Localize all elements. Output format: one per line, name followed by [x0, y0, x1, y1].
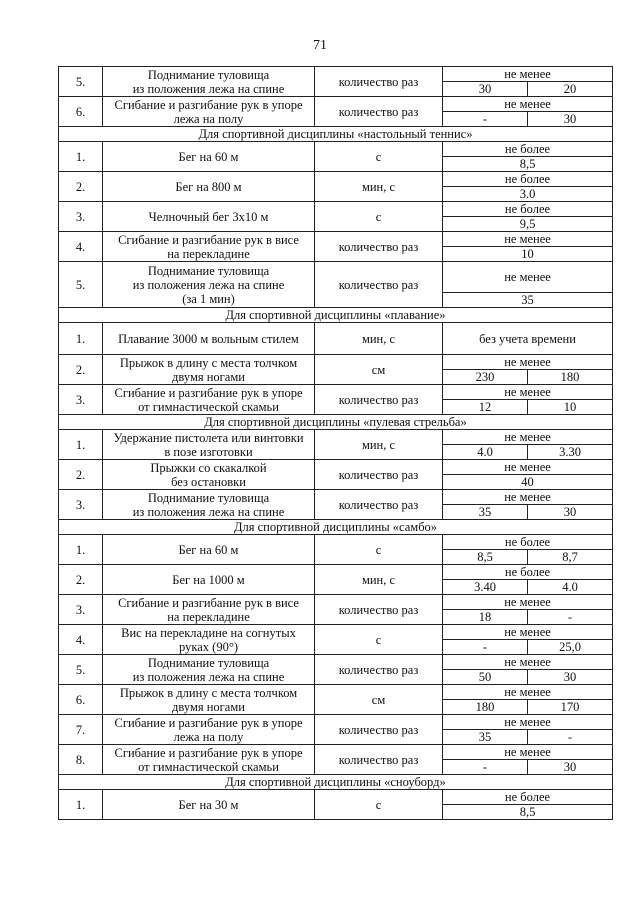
exercise-name-line: от гимнастической скамьи [138, 759, 279, 774]
norm-value: 40 [443, 475, 613, 490]
norm-value: без учета времени [443, 323, 613, 355]
exercise-name-line: из положения лежа на спине [132, 504, 285, 519]
norm-value-girls: 30 [528, 760, 613, 775]
norm-value-boys: - [443, 640, 528, 655]
unit-cell: мин, с [315, 430, 443, 460]
unit-cell: мин, с [315, 323, 443, 355]
exercise-row [59, 142, 613, 157]
exercise-name-line: (за 1 мин) [182, 291, 235, 306]
norm-value-girls: 170 [528, 700, 613, 715]
exercise-name-line: Бег на 60 м [178, 542, 239, 557]
norm-label: не более [443, 535, 613, 550]
norm-value-girls: 30 [528, 505, 613, 520]
exercise-row [59, 790, 613, 805]
exercise-row [59, 565, 613, 580]
unit-cell: с [315, 535, 443, 565]
section-row [59, 775, 613, 790]
unit-cell: количество раз [315, 262, 443, 308]
exercise-name-line: Сгибание и разгибание рук в висе [118, 595, 299, 610]
exercise-row [59, 97, 613, 112]
exercise-name [103, 685, 315, 715]
exercise-row [59, 172, 613, 187]
exercise-row [59, 67, 613, 82]
norm-value-girls: 30 [528, 670, 613, 685]
norm-label: не менее [443, 655, 613, 670]
exercise-name-line: Бег на 800 м [175, 179, 242, 194]
exercise-name-line: Сгибание и разгибание рук в упоре [114, 385, 303, 400]
exercise-name [103, 460, 315, 490]
norm-value-boys: 50 [443, 670, 528, 685]
norm-label: не более [443, 172, 613, 187]
norm-label: не менее [443, 355, 613, 370]
norm-label: не менее [443, 97, 613, 112]
norm-value-girls: 4.0 [528, 580, 613, 595]
page-number: 71 [313, 38, 327, 53]
exercise-name-line: двумя ногами [172, 369, 245, 384]
norm-value: 35 [443, 293, 613, 308]
exercise-row [59, 715, 613, 730]
exercise-name-line: Поднимание туловища [147, 490, 270, 505]
exercise-name [103, 355, 315, 385]
unit-cell: количество раз [315, 67, 443, 97]
exercise-name-line: от гимнастической скамьи [138, 399, 279, 414]
exercise-name [103, 202, 315, 232]
exercise-name [103, 625, 315, 655]
exercise-name-line: Бег на 30 м [178, 797, 239, 812]
norm-label: не более [443, 202, 613, 217]
exercise-name-line: руках (90°) [179, 639, 238, 654]
norm-value-boys: 12 [443, 400, 528, 415]
exercise-name-line: из положения лежа на спине [132, 669, 285, 684]
norm-value-girls: - [528, 730, 613, 745]
section-title: Для спортивной дисциплины «самбо» [59, 520, 613, 535]
unit-cell: количество раз [315, 715, 443, 745]
section-title: Для спортивной дисциплины «настольный теннис» [59, 127, 613, 142]
exercise-row [59, 745, 613, 760]
exercise-number: 1. [59, 323, 103, 355]
unit-cell: количество раз [315, 490, 443, 520]
norm-label: не менее [443, 685, 613, 700]
section-title: Для спортивной дисциплины «плавание» [59, 308, 613, 323]
norms-table [58, 66, 613, 820]
norm-label: не менее [443, 745, 613, 760]
norm-value-boys: 18 [443, 610, 528, 625]
norm-label: не менее [443, 715, 613, 730]
exercise-row [59, 490, 613, 505]
exercise-number: 3. [59, 490, 103, 520]
section-row [59, 520, 613, 535]
unit-cell: см [315, 355, 443, 385]
norm-label: не менее [443, 460, 613, 475]
exercise-name-line: из положения лежа на спине [132, 81, 285, 96]
exercise-name-line: Прыжок в длину с места толчком [119, 685, 298, 700]
norm-value: 9,5 [443, 217, 613, 232]
exercise-name-line: Прыжки со скакалкой [150, 460, 267, 475]
norm-value-boys: 3.40 [443, 580, 528, 595]
exercise-number: 2. [59, 565, 103, 595]
norm-value-boys: 35 [443, 730, 528, 745]
exercise-name-line: Сгибание и разгибание рук в упоре [114, 97, 303, 112]
exercise-name [103, 262, 315, 308]
exercise-name [103, 565, 315, 595]
norm-value-girls: - [528, 610, 613, 625]
exercise-name-line: Бег на 60 м [178, 149, 239, 164]
unit-cell: количество раз [315, 745, 443, 775]
exercise-name [103, 142, 315, 172]
exercise-number: 6. [59, 97, 103, 127]
exercise-name-line: лежа на полу [173, 111, 244, 126]
norm-label: не более [443, 565, 613, 580]
exercise-row [59, 385, 613, 400]
norm-value: 8,5 [443, 157, 613, 172]
exercise-name-line: Плавание 3000 м вольным стилем [118, 331, 299, 346]
exercise-number: 2. [59, 355, 103, 385]
norms-table-body [59, 67, 613, 820]
exercise-number: 3. [59, 595, 103, 625]
exercise-name [103, 490, 315, 520]
norm-value: 8,5 [443, 805, 613, 820]
exercise-row [59, 685, 613, 700]
exercise-number: 2. [59, 172, 103, 202]
norm-value-boys: 4.0 [443, 445, 528, 460]
exercise-name-line: Удержание пистолета или винтовки [113, 430, 304, 445]
norm-value-girls: 20 [528, 82, 613, 97]
exercise-number: 1. [59, 535, 103, 565]
exercise-name-line: Сгибание и разгибание рук в упоре [114, 715, 303, 730]
exercise-name-line: Поднимание туловища [147, 655, 270, 670]
exercise-row [59, 232, 613, 247]
exercise-name [103, 715, 315, 745]
unit-cell: количество раз [315, 232, 443, 262]
exercise-number: 4. [59, 232, 103, 262]
norm-label: не менее [443, 385, 613, 400]
exercise-number: 3. [59, 385, 103, 415]
unit-cell: мин, с [315, 172, 443, 202]
exercise-name-line: из положения лежа на спине [132, 277, 285, 292]
norm-value-girls: 25,0 [528, 640, 613, 655]
unit-cell: с [315, 202, 443, 232]
unit-cell: с [315, 790, 443, 820]
unit-cell: количество раз [315, 460, 443, 490]
exercise-number: 1. [59, 142, 103, 172]
exercise-name [103, 172, 315, 202]
norm-label: не менее [443, 595, 613, 610]
exercise-name [103, 323, 315, 355]
exercise-name [103, 385, 315, 415]
norm-value-girls: 3.30 [528, 445, 613, 460]
exercise-name [103, 790, 315, 820]
exercise-row [59, 430, 613, 445]
exercise-name-line: Челночный бег 3x10 м [148, 209, 269, 224]
exercise-number: 5. [59, 262, 103, 308]
exercise-name-line: Сгибание и разгибание рук в висе [118, 232, 299, 247]
exercise-name [103, 232, 315, 262]
unit-cell: количество раз [315, 97, 443, 127]
norm-label: не более [443, 142, 613, 157]
exercise-number: 3. [59, 202, 103, 232]
norm-value-boys: 35 [443, 505, 528, 520]
exercise-name [103, 745, 315, 775]
exercise-name-line: Вис на перекладине на согнутых [121, 625, 296, 640]
norm-value-boys: - [443, 760, 528, 775]
norm-label: не менее [443, 625, 613, 640]
norm-value: 3.0 [443, 187, 613, 202]
exercise-number: 8. [59, 745, 103, 775]
norm-label: не менее [443, 67, 613, 82]
norm-value-girls: 10 [528, 400, 613, 415]
exercise-number: 1. [59, 790, 103, 820]
norm-value-boys: - [443, 112, 528, 127]
section-title: Для спортивной дисциплины «сноуборд» [59, 775, 613, 790]
exercise-row [59, 460, 613, 475]
exercise-row [59, 355, 613, 370]
norm-value-girls: 30 [528, 112, 613, 127]
norm-value-boys: 230 [443, 370, 528, 385]
exercise-name-line: Поднимание туловища [147, 67, 270, 82]
unit-cell: количество раз [315, 655, 443, 685]
norm-label: не менее [443, 430, 613, 445]
exercise-name [103, 655, 315, 685]
exercise-name-line: на перекладине [167, 609, 250, 624]
norm-label: не более [443, 790, 613, 805]
section-title: Для спортивной дисциплины «пулевая стрельба» [59, 415, 613, 430]
unit-cell: мин, с [315, 565, 443, 595]
unit-cell: с [315, 625, 443, 655]
exercise-name [103, 535, 315, 565]
exercise-name [103, 595, 315, 625]
exercise-name-line: Поднимание туловища [147, 263, 270, 278]
exercise-row [59, 202, 613, 217]
unit-cell: с [315, 142, 443, 172]
norm-label: не менее [443, 232, 613, 247]
exercise-name-line: Сгибание и разгибание рук в упоре [114, 745, 303, 760]
norm-value-boys: 30 [443, 82, 528, 97]
exercise-number: 5. [59, 67, 103, 97]
exercise-name-line: в позе изготовки [164, 444, 253, 459]
exercise-number: 2. [59, 460, 103, 490]
exercise-name-line: лежа на полу [173, 729, 244, 744]
norm-label: не менее [443, 490, 613, 505]
section-row [59, 308, 613, 323]
exercise-name-line: без остановки [171, 474, 246, 489]
exercise-name [103, 97, 315, 127]
exercise-row [59, 595, 613, 610]
norm-value-girls: 180 [528, 370, 613, 385]
exercise-row [59, 262, 613, 293]
unit-cell: количество раз [315, 595, 443, 625]
unit-cell: см [315, 685, 443, 715]
norm-value: 10 [443, 247, 613, 262]
exercise-name-line: Прыжок в длину с места толчком [119, 355, 298, 370]
exercise-number: 7. [59, 715, 103, 745]
exercise-row [59, 323, 613, 355]
exercise-name-line: двумя ногами [172, 699, 245, 714]
section-row [59, 127, 613, 142]
exercise-row [59, 535, 613, 550]
exercise-number: 1. [59, 430, 103, 460]
norm-value-boys: 8,5 [443, 550, 528, 565]
norm-value-boys: 180 [443, 700, 528, 715]
exercise-number: 4. [59, 625, 103, 655]
exercise-row [59, 655, 613, 670]
exercise-row [59, 625, 613, 640]
exercise-name [103, 67, 315, 97]
norm-label: не менее [443, 262, 613, 293]
exercise-name-line: на перекладине [167, 246, 250, 261]
exercise-number: 6. [59, 685, 103, 715]
exercise-number: 5. [59, 655, 103, 685]
norm-value-girls: 8,7 [528, 550, 613, 565]
exercise-name [103, 430, 315, 460]
section-row [59, 415, 613, 430]
unit-cell: количество раз [315, 385, 443, 415]
exercise-name-line: Бег на 1000 м [172, 572, 245, 587]
